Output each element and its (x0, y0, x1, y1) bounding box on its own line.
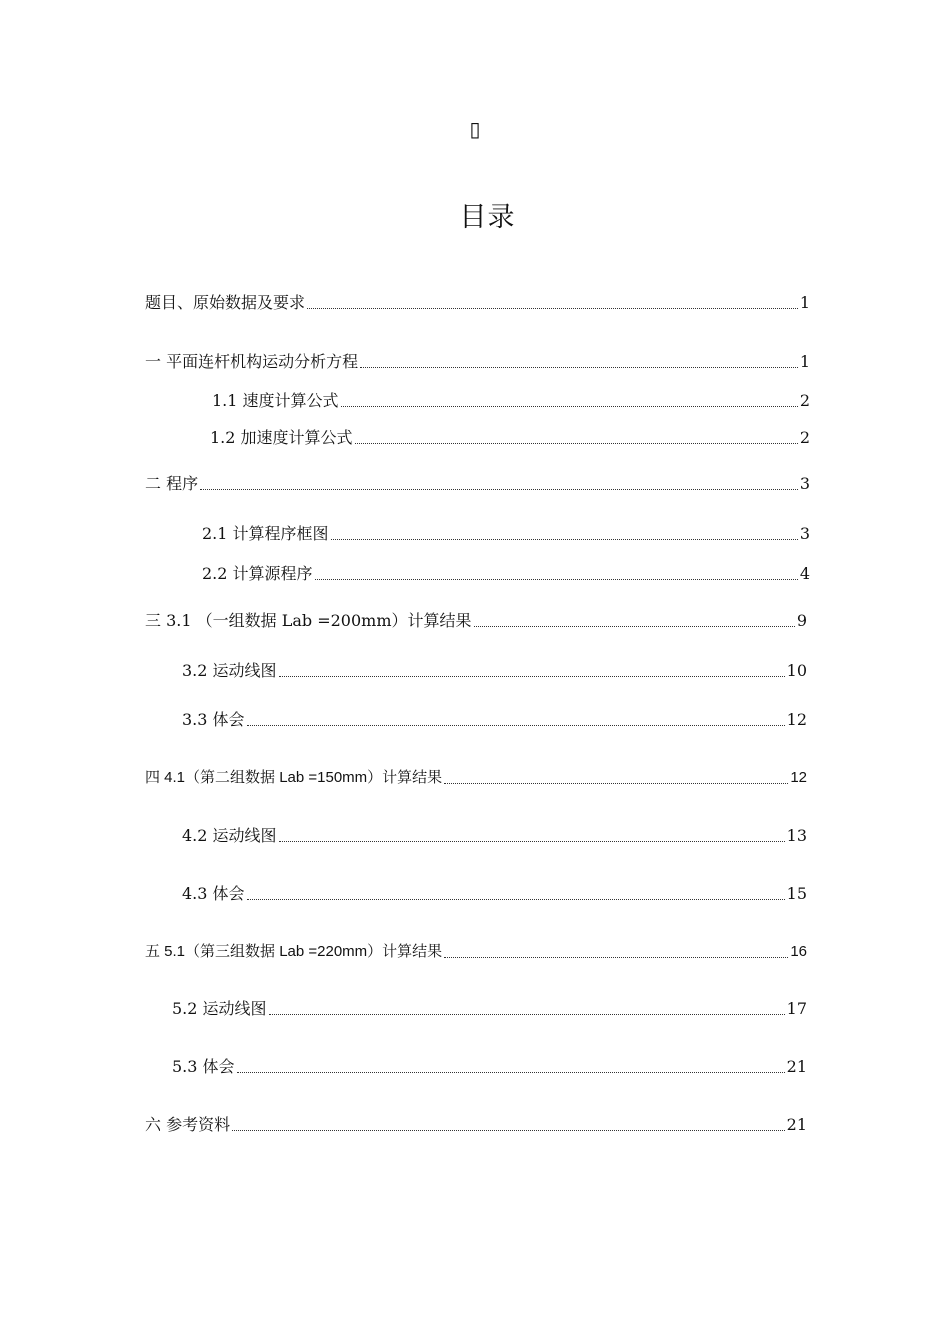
toc-entry-label: 5.3 体会 (172, 1057, 235, 1076)
toc-entry-page: 12 (786, 710, 807, 729)
dot-leader (444, 957, 788, 958)
toc-entry-4-1[interactable] (145, 765, 807, 789)
toc-entry-label: 2.2 计算源程序 (202, 564, 313, 583)
toc-entry-chapter-2[interactable] (145, 471, 810, 495)
toc-entry-label: 三 3.1 （一组数据 Lab =200mm）计算结果 (145, 611, 472, 630)
toc-entry-page: 2 (799, 428, 810, 447)
dot-leader (315, 579, 798, 580)
dot-leader (444, 783, 788, 784)
toc-entry-1-1[interactable] (212, 388, 810, 412)
toc-entry-page: 12 (790, 769, 807, 786)
toc-entry-page: 9 (796, 611, 807, 630)
toc-entry-label: 题目、原始数据及要求 (145, 293, 306, 312)
toc-entry-page: 4 (799, 564, 810, 583)
toc-entry-label: 五 5.1（第三组数据 Lab =220mm）计算结果 (145, 943, 443, 960)
toc-entry-3-2[interactable] (182, 658, 807, 682)
dot-leader (307, 308, 798, 309)
dot-leader (474, 626, 795, 627)
toc-entry-5-2[interactable] (172, 996, 807, 1020)
toc-entry-chapter-1[interactable] (145, 349, 810, 373)
dot-leader (355, 443, 798, 444)
dot-leader (360, 367, 798, 368)
toc-entry-page: 1 (799, 352, 810, 371)
toc-entry-label: 二 程序 (145, 474, 199, 493)
toc-entry-1-2[interactable] (210, 425, 810, 449)
toc-entry-page: 2 (799, 391, 810, 410)
dot-leader (279, 841, 785, 842)
dot-leader (279, 676, 785, 677)
toc-entry-label: 1.1 速度计算公式 (212, 391, 339, 410)
toc-entry-3-1[interactable] (145, 608, 807, 632)
toc-entry-label: 六 参考资料 (145, 1115, 231, 1134)
placeholder-glyph: ▯ (469, 117, 481, 141)
toc-title: 目录 (459, 202, 516, 233)
toc-entry-2-1[interactable] (202, 521, 810, 545)
toc-entry-page: 15 (786, 884, 807, 903)
toc-entry-label: 3.2 运动线图 (182, 661, 277, 680)
toc-entry-2-2[interactable] (202, 561, 810, 585)
toc-entry-label: 4.2 运动线图 (182, 826, 277, 845)
toc-entry-label: 5.2 运动线图 (172, 999, 267, 1018)
toc-entry-page: 21 (786, 1057, 807, 1076)
dot-leader (247, 725, 785, 726)
toc-entry-page: 3 (799, 524, 810, 543)
dot-leader (269, 1014, 785, 1015)
dot-leader (331, 539, 798, 540)
toc-entry-label: 2.1 计算程序框图 (202, 524, 329, 543)
dot-leader (247, 899, 785, 900)
toc-entry-label: 3.3 体会 (182, 710, 245, 729)
toc-entry-5-3[interactable] (172, 1054, 807, 1078)
toc-entry-4-2[interactable] (182, 823, 807, 847)
toc-entry-page: 10 (786, 661, 807, 680)
toc-entry-page: 17 (786, 999, 807, 1018)
toc-entry-label: 四 4.1（第二组数据 Lab =150mm）计算结果 (145, 769, 443, 786)
toc-entry-page: 21 (786, 1115, 807, 1134)
dot-leader (200, 489, 798, 490)
toc-entry-page: 16 (790, 943, 807, 960)
toc-entry-references[interactable] (145, 1112, 807, 1136)
dot-leader (232, 1130, 785, 1131)
toc-entry-4-3[interactable] (182, 881, 807, 905)
toc-entry-label: 1.2 加速度计算公式 (210, 428, 353, 447)
toc-entry-label: 一 平面连杆机构运动分析方程 (145, 352, 359, 371)
dot-leader (341, 406, 798, 407)
toc-entry-page: 13 (786, 826, 807, 845)
toc-entry-5-1[interactable] (145, 939, 807, 963)
toc-entry-label: 4.3 体会 (182, 884, 245, 903)
toc-entry-3-3[interactable] (182, 707, 807, 731)
toc-entry-requirements[interactable] (145, 290, 810, 314)
dot-leader (237, 1072, 785, 1073)
toc-entry-page: 1 (799, 293, 810, 312)
toc-entry-page: 3 (799, 474, 810, 493)
